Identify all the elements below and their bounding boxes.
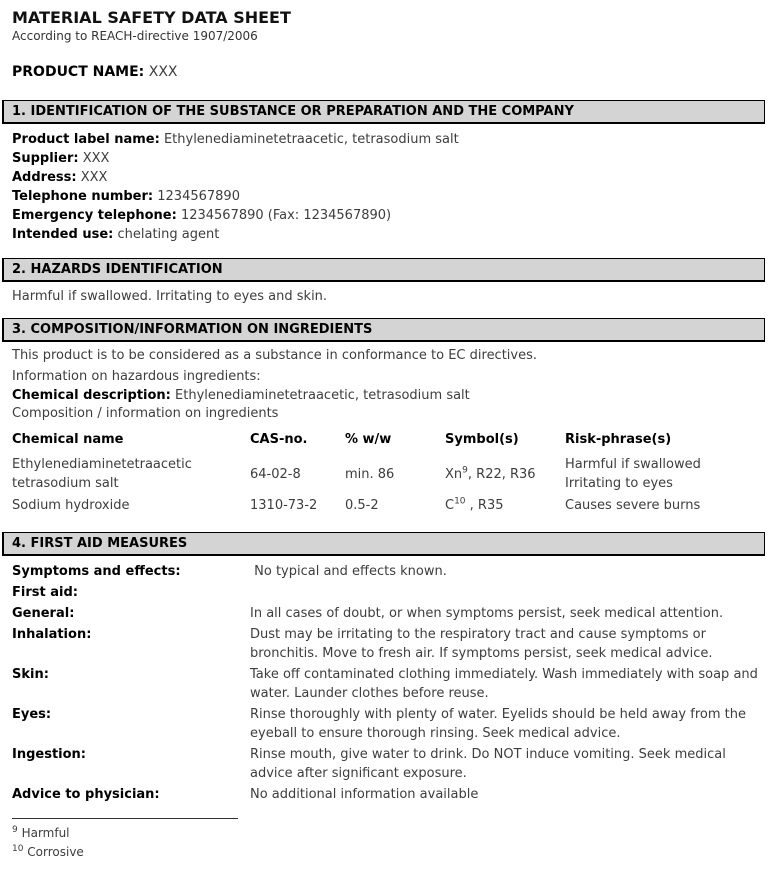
first-aid-label: General: xyxy=(12,606,75,621)
col-header-chemical-name: Chemical name xyxy=(12,432,124,447)
field-intended-use xyxy=(12,225,762,244)
footnote-text: Harmful xyxy=(21,826,70,840)
risk-line: Causes severe burns xyxy=(565,498,701,513)
col-header-symbols: Symbol(s) xyxy=(445,432,519,447)
field-label: Product label name: xyxy=(12,132,160,147)
page-title: MATERIAL SAFETY DATA SHEET xyxy=(12,8,291,27)
cell-w-w: min. 86 xyxy=(345,466,395,482)
footnote-corrosive xyxy=(12,843,762,862)
risk-line: Harmful if swallowed xyxy=(565,457,701,472)
first-aid-value: Take off contaminated clothing immediately. Wash immediately with soap and water. Launder clothes before reuse. xyxy=(250,667,763,701)
first-aid-value: In all cases of doubt, or when symptoms persist, seek medical attention. xyxy=(250,606,724,621)
risk-line: Irritating to eyes xyxy=(565,476,673,491)
first-aid-value: No typical and effects known. xyxy=(250,564,447,579)
section-header-hazards: 2. HAZARDS IDENTIFICATION xyxy=(2,258,765,282)
cell-risk-phrases xyxy=(565,455,762,493)
first-aid-value: No additional information available xyxy=(250,787,479,802)
composition-information-line: Composition / information on ingredients xyxy=(12,406,279,421)
first-aid-label: First aid: xyxy=(12,585,78,600)
chemical-description-line xyxy=(12,387,762,404)
directive-subtitle: According to REACH-directive 1907/2006 xyxy=(12,29,258,43)
first-aid-value: Dust may be irritating to the respiratory tract and cause symptoms or bronchitis. Move to fresh air. If symptoms persist, seek medical advice. xyxy=(250,627,713,661)
first-aid-label: Advice to physician: xyxy=(12,787,160,802)
section-header-identification: 1. IDENTIFICATION OF THE SUBSTANCE OR PREPARATION AND THE COMPANY xyxy=(2,100,765,124)
field-label: Intended use: xyxy=(12,227,114,242)
col-header-w-w: % w/w xyxy=(345,432,392,447)
footnotes xyxy=(12,824,762,862)
hazardous-ingredients-line: Information on hazardous ingredients: xyxy=(12,369,261,384)
field-label: Emergency telephone: xyxy=(12,208,177,223)
symbol-footnote-ref: 9 xyxy=(462,465,468,476)
cell-w-w: 0.5-2 xyxy=(345,498,379,513)
symbol-text: , R35 xyxy=(465,498,504,513)
section-header-composition: 3. COMPOSITION/INFORMATION ON INGREDIENTS xyxy=(2,318,765,342)
first-aid-value: Rinse thoroughly with plenty of water. Eyelids should be held away from the eyeball to ensure thorough rinsing. Seek medical advice. xyxy=(250,707,751,741)
field-value: Ethylenediaminetetraacetic, tetrasodium salt xyxy=(163,132,459,147)
field-value: XXX xyxy=(80,170,108,185)
product-name-value: XXX xyxy=(148,64,178,80)
cell-cas-no: 1310-73-2 xyxy=(250,498,318,513)
field-address xyxy=(12,168,762,187)
field-value: 1234567890 (Fax: 1234567890) xyxy=(180,208,392,223)
footnote-ref: 9 xyxy=(12,825,18,835)
first-aid-label: Ingestion: xyxy=(12,747,87,762)
footnote-text: Corrosive xyxy=(27,845,84,859)
col-header-cas-no: CAS-no. xyxy=(250,432,308,447)
first-aid-label: Symptoms and effects: xyxy=(12,564,181,579)
field-supplier xyxy=(12,149,762,168)
chemical-description-label: Chemical description: xyxy=(12,388,171,403)
footnote-ref: 10 xyxy=(12,844,24,854)
first-aid-label: Eyes: xyxy=(12,707,52,722)
field-value: 1234567890 xyxy=(157,189,240,204)
first-aid-label: Skin: xyxy=(12,667,49,682)
field-value: XXX xyxy=(82,151,110,166)
col-header-risk-phrases: Risk-phrase(s) xyxy=(565,432,672,447)
first-aid-value: Rinse mouth, give water to drink. Do NOT induce vomiting. Seek medical advice after significant exposure. xyxy=(250,747,730,781)
cell-cas-no: 64-02-8 xyxy=(250,466,301,482)
footnote-harmful xyxy=(12,824,762,843)
first-aid-value xyxy=(250,583,762,602)
composition-intro: This product is to be considered as a substance in conformance to EC directives. xyxy=(12,348,538,363)
field-emergency-telephone xyxy=(12,206,762,225)
footnote-separator xyxy=(12,818,238,819)
product-name-label: PRODUCT NAME: xyxy=(12,64,145,80)
cell-symbols xyxy=(445,496,565,515)
product-name-line xyxy=(12,64,762,81)
chemical-description-value: Ethylenediaminetetraacetic, tetrasodium salt xyxy=(175,388,470,403)
first-aid-list xyxy=(12,562,762,804)
ingredients-table xyxy=(12,430,762,517)
cell-chemical-name: Ethylenediaminetetraacetic tetrasodium salt xyxy=(12,457,192,491)
cell-symbols xyxy=(445,465,565,484)
ingredients-table-header xyxy=(12,430,762,454)
table-row xyxy=(12,454,762,495)
cell-chemical-name: Sodium hydroxide xyxy=(12,498,130,513)
cell-risk-phrases xyxy=(565,496,762,515)
table-row xyxy=(12,495,762,517)
identification-fields xyxy=(12,130,762,244)
symbol-text: , R22, R36 xyxy=(467,466,536,482)
symbol-text: C xyxy=(445,498,455,513)
field-value: chelating agent xyxy=(117,227,220,242)
field-label: Supplier: xyxy=(12,151,79,166)
hazards-text: Harmful if swallowed. Irritating to eyes and skin. xyxy=(12,289,328,304)
symbol-text: Xn xyxy=(445,466,463,482)
field-product-label-name xyxy=(12,130,762,149)
field-label: Address: xyxy=(12,170,77,185)
field-telephone xyxy=(12,187,762,206)
field-label: Telephone number: xyxy=(12,189,154,204)
first-aid-label: Inhalation: xyxy=(12,627,92,642)
symbol-footnote-ref: 10 xyxy=(454,496,466,507)
section-header-first-aid: 4. FIRST AID MEASURES xyxy=(2,532,765,556)
